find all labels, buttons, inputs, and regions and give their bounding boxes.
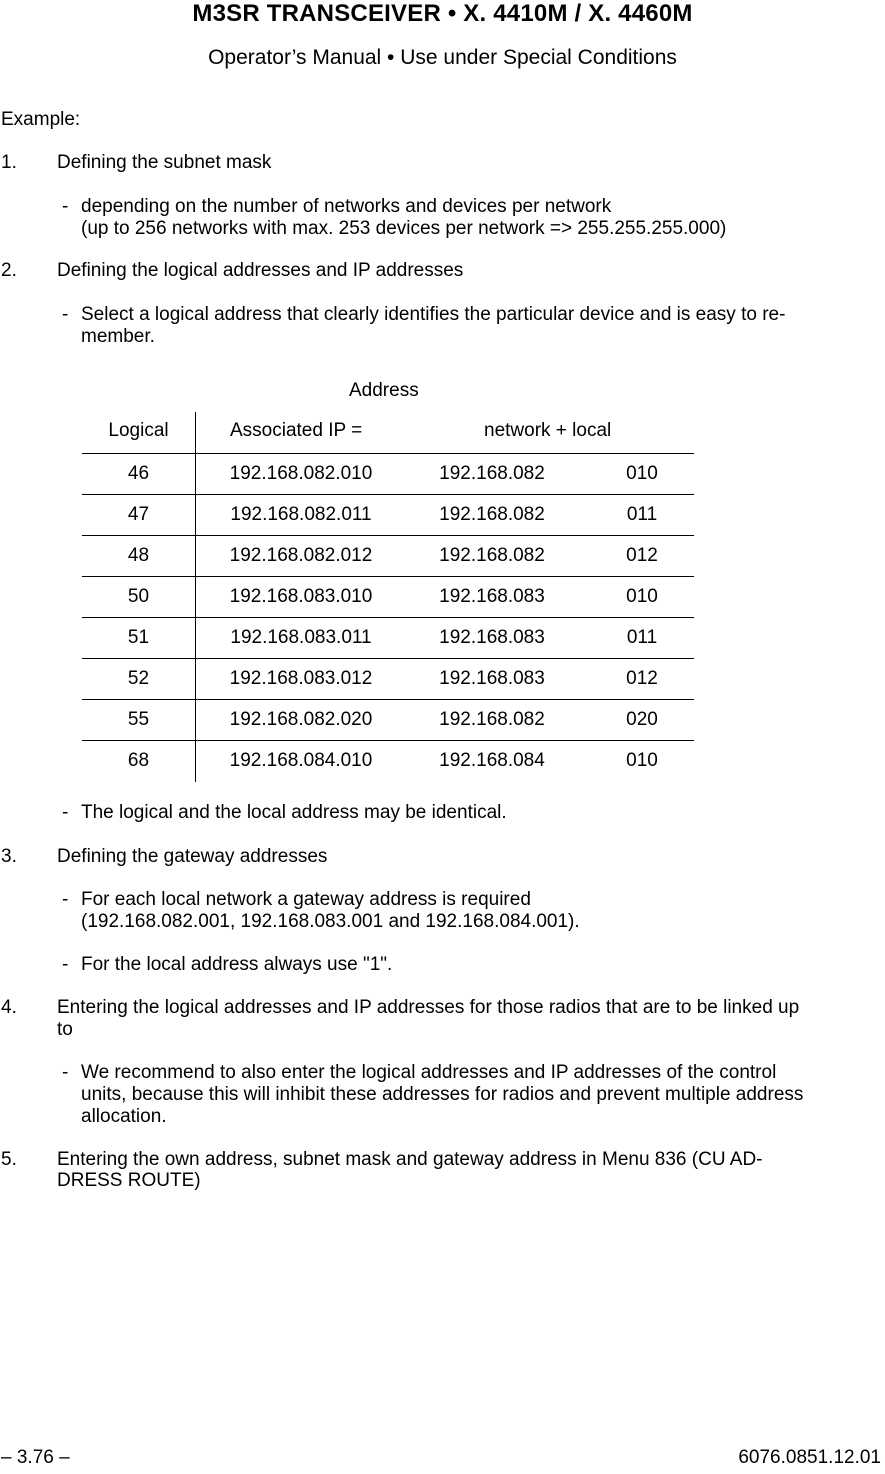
item-3-bullet-1-line-2: (192.168.082.001, 192.168.083.001 and 192.168.084.001). [81,911,580,932]
table-row [82,494,694,536]
item-1-bullet-line-1: depending on the number of networks and devices per network [81,196,612,217]
cell-network: 192.168.082 [439,709,545,730]
table-row [82,535,694,577]
item-4-heading-line-2: to [57,1019,73,1040]
table-header-network-local: network + local [484,420,612,441]
table-header-logical: Logical [108,420,169,441]
item-2-heading: Defining the logical addresses and IP addresses [57,260,464,281]
item-3-number: 3. [1,846,17,867]
item-2-number: 2. [1,260,17,281]
cell-ip: 192.168.083.011 [230,627,372,648]
cell-ip: 192.168.082.010 [229,463,373,484]
note-text: The logical and the local address may be identical. [81,802,507,823]
document-subtitle: Operator’s Manual • Use under Special Conditions [208,46,677,69]
cell-local: 020 [626,709,658,730]
cell-local: 010 [626,750,658,771]
item-4-bullet-line-2: units, because this will inhibit these addresses for radios and prevent multiple address [81,1084,804,1105]
table-row [82,699,694,741]
item-3-bullet-1-dash: - [62,889,69,910]
table-row [82,453,694,495]
cell-logical: 48 [127,545,150,566]
item-4-bullet-line-1: We recommend to also enter the logical addresses and IP addresses of the control [81,1062,777,1083]
cell-logical: 68 [127,750,150,771]
table-row [82,576,694,618]
cell-local: 012 [626,668,658,689]
item-1-heading: Defining the subnet mask [57,152,272,173]
item-1-number: 1. [1,152,17,173]
cell-ip: 192.168.083.012 [229,668,373,689]
cell-ip: 192.168.083.010 [229,586,373,607]
item-5-heading-line-1: Entering the own address, subnet mask and gateway address in Menu 836 (CU AD- [57,1149,763,1170]
item-4-bullet-dash: - [62,1062,69,1083]
cell-logical: 51 [127,627,150,648]
item-2-bullet-line-1: Select a logical address that clearly identifies the particular device and is easy to re- [81,304,786,325]
item-1-bullet-dash: - [62,196,69,217]
cell-network: 192.168.083 [439,586,545,607]
cell-network: 192.168.083 [439,668,545,689]
cell-local: 012 [626,545,658,566]
cell-logical: 55 [127,709,150,730]
note-dash: - [62,802,69,823]
cell-ip: 192.168.082.020 [229,709,373,730]
table-row [82,617,694,659]
item-3-bullet-2-line-1: For the local address always use "1". [81,954,393,975]
item-3-bullet-1-line-1: For each local network a gateway address is required [81,889,531,910]
cell-logical: 46 [127,463,150,484]
cell-logical: 47 [127,504,150,525]
cell-network: 192.168.082 [439,463,545,484]
table-caption: Address [349,380,419,401]
cell-logical: 52 [127,668,150,689]
example-label: Example: [1,109,81,130]
item-1-bullet-line-2: (up to 256 networks with max. 253 devices per network => 255.255.255.000) [81,218,727,239]
item-4-bullet-line-3: allocation. [81,1106,167,1127]
cell-network: 192.168.082 [439,504,545,525]
document-title: M3SR TRANSCEIVER • X. 4410M / X. 4460M [192,0,693,27]
item-2-bullet-dash: - [62,304,69,325]
cell-ip: 192.168.084.010 [229,750,373,771]
cell-ip: 192.168.082.012 [229,545,373,566]
page-number: – 3.76 – [1,1447,70,1468]
cell-local: 011 [626,504,658,525]
cell-logical: 50 [127,586,150,607]
item-5-heading-line-2: DRESS ROUTE) [57,1170,201,1191]
table-header-ip: Associated IP = [230,420,363,441]
cell-ip: 192.168.082.011 [230,504,372,525]
cell-local: 010 [626,586,658,607]
cell-local: 011 [626,627,658,648]
table-row [82,740,694,782]
cell-network: 192.168.084 [439,750,545,771]
item-4-heading-line-1: Entering the logical addresses and IP addresses for those radios that are to be linked up [57,997,800,1018]
cell-network: 192.168.082 [439,545,545,566]
item-2-bullet-line-2: member. [81,326,155,347]
document-number: 6076.0851.12.01 [738,1447,881,1468]
item-3-bullet-2-dash: - [62,954,69,975]
table-row [82,658,694,700]
item-3-heading: Defining the gateway addresses [57,846,328,867]
cell-local: 010 [626,463,658,484]
item-5-number: 5. [1,1149,17,1170]
cell-network: 192.168.083 [439,627,545,648]
item-4-number: 4. [1,997,17,1018]
